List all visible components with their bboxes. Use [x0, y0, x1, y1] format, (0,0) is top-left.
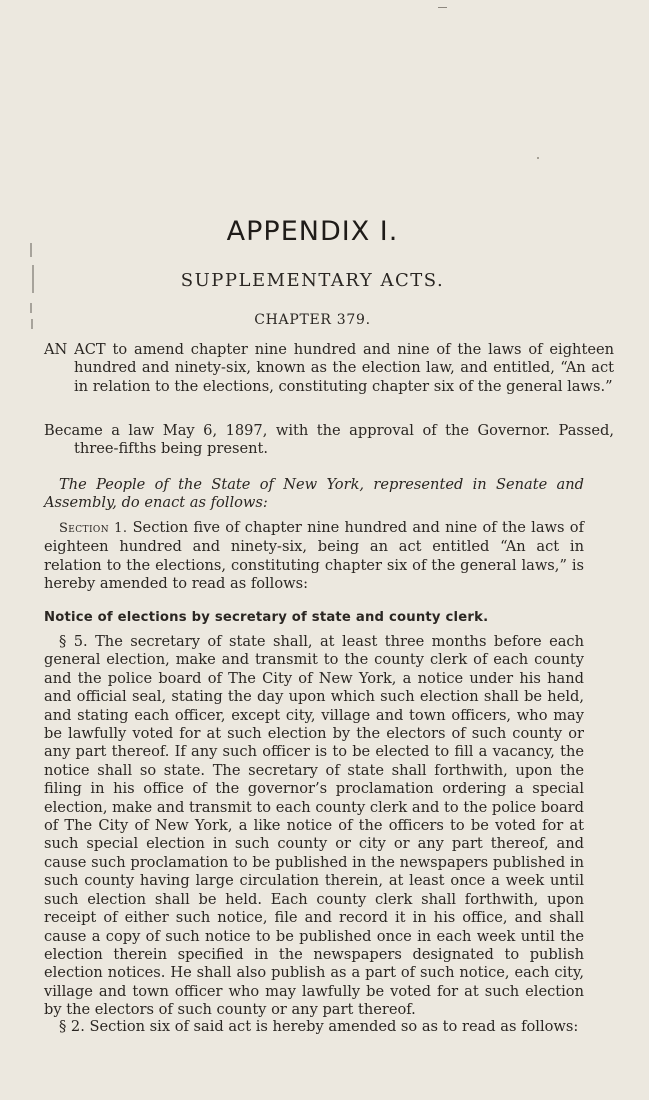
section-label: Section 1.: [59, 521, 133, 536]
became-law-paragraph: Became a law May 6, 1897, with the approval of the Governor. Passed, three-fifths being present.: [44, 422, 614, 458]
notice-of-elections-subheading: Notice of elections by secretary of state and county clerk.: [44, 610, 489, 625]
section-five-paragraph: § 5. The secretary of state shall, at least three months before each general election, make and transmit to the county clerk of each county and the police board of The City of New York, a notice under his hand and official seal, stating the day upon which such election shall be held, and stating each officer, except city, village and town officers, who may be lawfully voted for at such election by the electors of such county or any part thereof. If any such officer is to be elected to fill a vacancy, the notice shall so state. The secretary of state shall forthwith, upon the filing in his office of the governor’s proclamation ordering a special election, make and transmit to each county clerk and to the police board of The City of New York, a like notice of the officers to be voted for at such special election in such county or city or any part thereof, and cause such proclamation to be published in the newspapers published in such county having large circulation therein, at least once a week until such election shall be held. Each county clerk shall forthwith, upon receipt of either such notice, file and record it in his office, and shall cause a copy of such notice to be published once in each week until the election therein specified in the newspapers designated to publish election notices. He shall also publish as a part of such notice, each city, village and town officer who may lawfully be voted for at such election by the electors of such county or any part thereof.: [44, 633, 584, 1019]
top-edge-mark: [438, 7, 447, 8]
appendix-heading: APPENDIX I.: [226, 216, 399, 247]
section-one-paragraph: [44, 519, 584, 594]
section-one-text: Section five of chapter nine hundred and nine of the laws of eighteen hundred and ninety-six, being an act entitled “An act in relation to the elections, constituting chapter six of the general laws,” is hereby amended to read as follows:: [44, 519, 584, 593]
act-title-paragraph: AN ACT to amend chapter nine hundred and nine of the laws of eighteen hundred and ninety-six, known as the election law, and entitled, “An act in relation to the elections, constituting chapter six of the general laws.”: [44, 341, 614, 395]
enacting-clause: The People of the State of New York, represented in Senate and Assembly, do enact as follows:: [44, 476, 584, 512]
supplementary-acts-heading: SUPPLEMENTARY ACTS.: [180, 270, 445, 291]
chapter-heading: CHAPTER 379.: [254, 312, 371, 328]
section-two-paragraph: § 2. Section six of said act is hereby amended so as to read as follows:: [59, 1018, 579, 1035]
paper-speck: [537, 157, 539, 159]
